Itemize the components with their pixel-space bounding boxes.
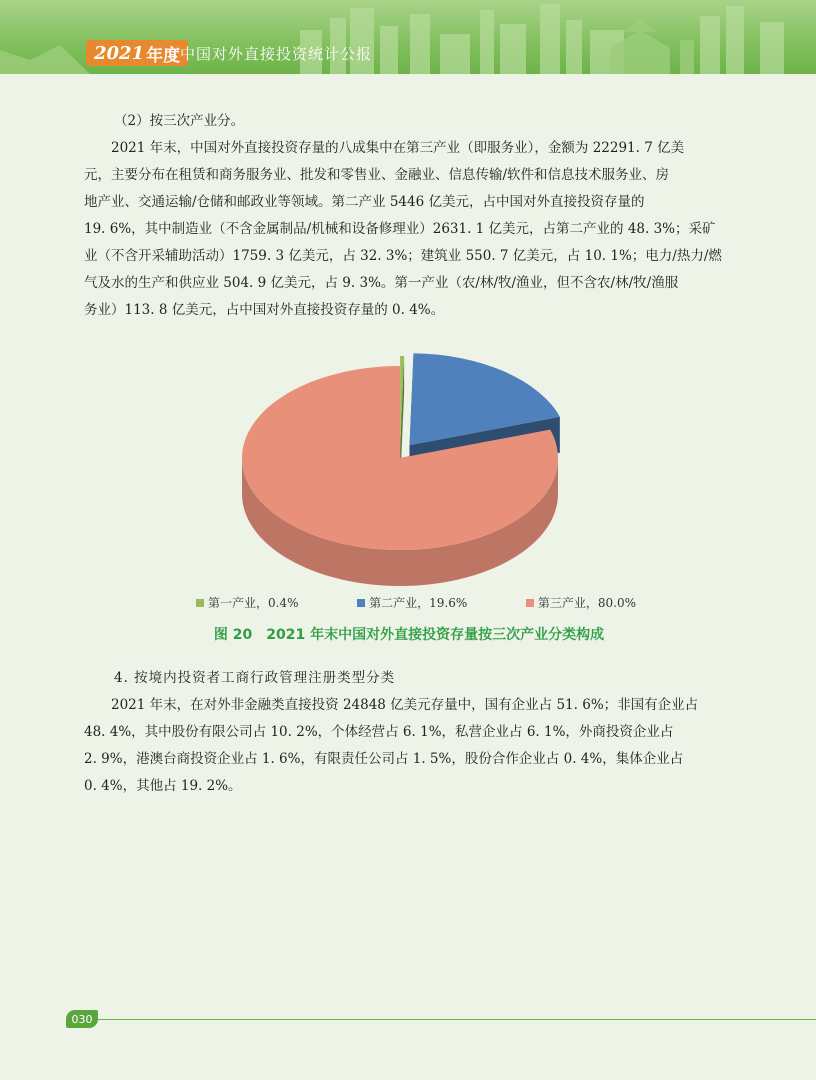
legend-label-secondary: 第二产业，19.6% <box>369 596 468 610</box>
paragraph-line: 地产业、交通运输/仓储和邮政业等领域。第二产业 5446 亿美元，占中国对外直接投资存量的 <box>84 194 645 210</box>
section-registration-type <box>84 665 734 800</box>
page-number: 030 <box>66 1010 98 1028</box>
paragraph-line: 气及水的生产和供应业 504. 9 亿美元，占 9. 3%。第一产业（农/林/牧/渔业，但不含农/林/牧/渔服 <box>84 275 679 291</box>
footer-divider <box>96 1019 816 1020</box>
badge-du: 年度 <box>146 45 181 66</box>
legend-item-secondary <box>357 594 467 611</box>
paragraph-line: 务业）113. 8 亿美元，占中国对外直接投资存量的 0. 4%。 <box>84 302 445 318</box>
paragraph-line: 元，主要分布在租赁和商务服务业、批发和零售业、金融业、信息传输/软件和信息技术服务业、房 <box>84 167 670 183</box>
legend-swatch-secondary <box>357 599 365 607</box>
pie-chart <box>84 340 734 620</box>
legend-label-primary: 第一产业，0.4% <box>208 596 299 610</box>
paragraph-line: 48. 4%，其中股份有限公司占 10. 2%，个体经营占 6. 1%，私营企业占 6. 1%，外商投资企业占 <box>84 724 674 740</box>
badge-year: 2021 <box>94 42 145 64</box>
section-heading: 4. 按境内投资者工商行政管理注册类型分类 <box>114 670 396 686</box>
paragraph-line: 2021 年末，在对外非金融类直接投资 24848 亿美元存量中，国有企业占 51. 6%；非国有企业占 <box>111 697 699 713</box>
legend-item-tertiary <box>526 594 636 611</box>
paragraph-line: 业（不含开采辅助活动）1759. 3 亿美元，占 32. 3%；建筑业 550. 7 亿美元，占 10. 1%；电力/热力/燃 <box>84 248 722 264</box>
paragraph-line: 19. 6%，其中制造业（不含金属制品/机械和设备修理业）2631. 1 亿美元，占第二产业的 48. 3%；采矿 <box>84 221 716 237</box>
sub-item-heading: （2）按三次产业分。 <box>114 113 245 129</box>
legend-swatch-primary <box>196 599 204 607</box>
legend-label-tertiary: 第三产业，80.0% <box>537 596 636 610</box>
paragraph-line: 2. 9%，港澳台商投资企业占 1. 6%，有限责任公司占 1. 5%，股份合作企业占 0. 4%，集体企业占 <box>84 751 684 767</box>
figure-caption: 图 20 2021 年末中国对外直接投资存量按三次产业分类构成 <box>213 627 605 643</box>
year-badge <box>86 40 188 66</box>
report-title: 中国对外直接投资统计公报 <box>180 45 373 63</box>
legend-swatch-tertiary <box>526 599 534 607</box>
page-header <box>0 0 816 74</box>
paragraph-line: 2021 年末，中国对外直接投资存量的八成集中在第三产业（即服务业），金额为 22291. 7 亿美 <box>111 140 685 156</box>
paragraph-line: 0. 4%，其他占 19. 2%。 <box>84 778 242 794</box>
paragraph-industries <box>84 135 734 324</box>
legend-item-primary <box>196 594 299 611</box>
section-three-industries <box>84 108 734 324</box>
pie-chart-svg <box>84 340 734 590</box>
chart-legend <box>196 594 636 611</box>
